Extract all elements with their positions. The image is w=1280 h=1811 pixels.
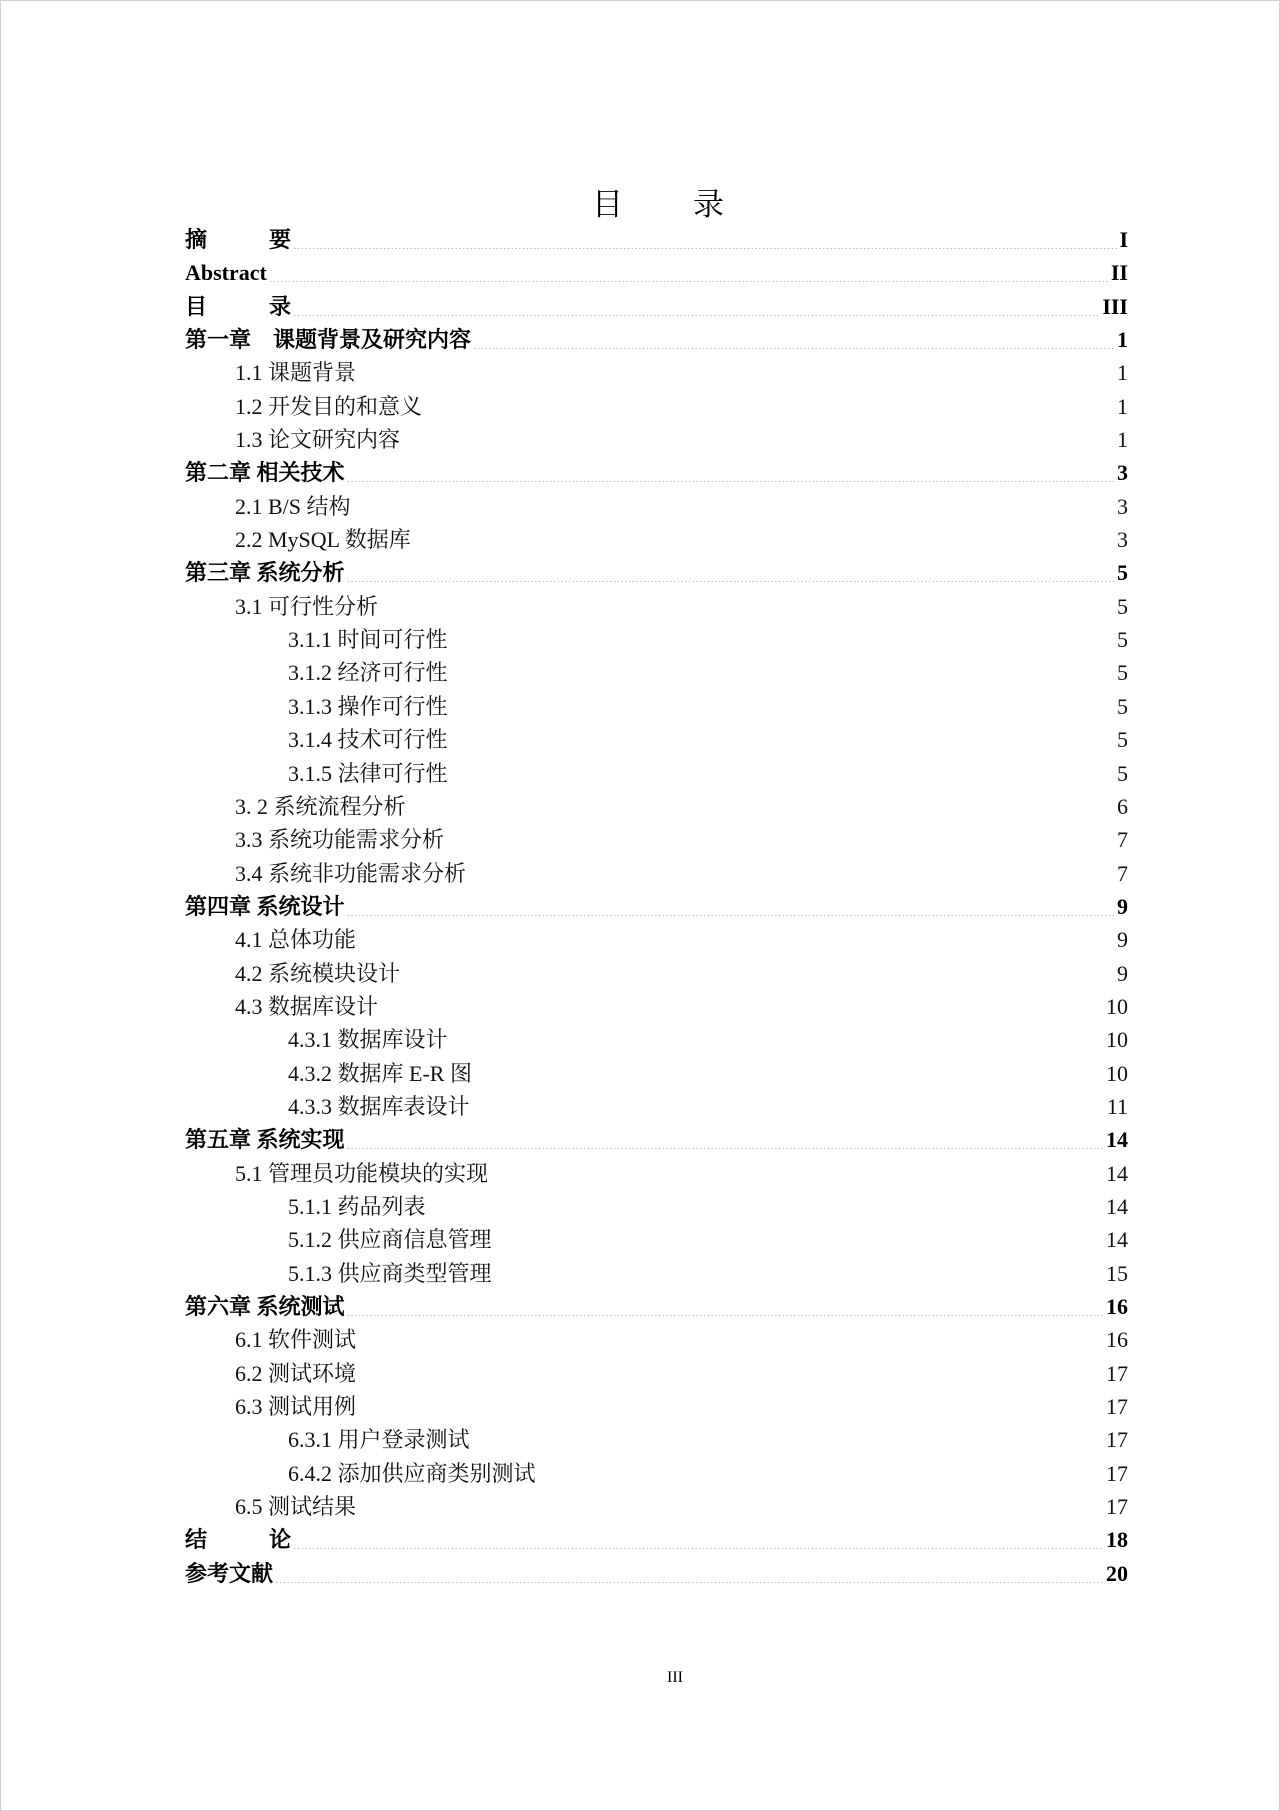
dot-leader (358, 1494, 1104, 1516)
toc-entry-page-number: 7 (1117, 827, 1128, 853)
toc-entry-label: 第六章 系统测试 (185, 1294, 345, 1319)
toc-entry[interactable] (185, 1490, 1128, 1523)
toc-entry-page-number: 10 (1106, 1060, 1128, 1086)
toc-entry-label: 第五章 系统实现 (185, 1127, 345, 1153)
dot-leader (275, 1561, 1104, 1583)
toc-entry[interactable] (185, 1023, 1128, 1056)
dot-leader (494, 1227, 1104, 1249)
dot-leader (473, 327, 1115, 349)
dot-leader (450, 727, 1115, 749)
toc-entry-page-number: 3 (1117, 527, 1128, 553)
dot-leader (446, 827, 1115, 849)
dot-leader (358, 1394, 1104, 1416)
toc-entry-label: 4.1 总体功能 (235, 927, 357, 953)
toc-entry[interactable] (185, 1523, 1128, 1556)
dot-leader (402, 961, 1115, 983)
toc-entry-label: 第四章 系统设计 (185, 893, 345, 919)
toc-entry[interactable] (185, 456, 1128, 489)
toc-entry[interactable] (185, 1457, 1128, 1490)
toc-entry-page-number: 15 (1106, 1260, 1128, 1286)
dot-leader (413, 527, 1115, 549)
toc-entry[interactable] (185, 757, 1128, 790)
toc-entry-page-number: 1 (1117, 393, 1128, 419)
dot-leader (494, 1261, 1104, 1283)
dot-leader (347, 560, 1115, 582)
toc-entry-page-number: II (1110, 260, 1128, 286)
toc-entry[interactable] (185, 1223, 1128, 1256)
toc-entry-page-number: 16 (1106, 1327, 1128, 1353)
toc-title-char-2: 录 (693, 187, 724, 223)
dot-leader (358, 360, 1115, 382)
toc-entry-label: 6.4.2 添加供应商类别测试 (288, 1460, 536, 1486)
dot-leader (424, 394, 1115, 416)
toc-entry-label: 3.1 可行性分析 (235, 593, 379, 619)
dot-leader (450, 1027, 1104, 1049)
toc-entry-page-number: 10 (1106, 1027, 1128, 1053)
dot-leader (380, 594, 1115, 616)
toc-entry-label: 第三章 系统分析 (185, 560, 345, 586)
dot-leader (450, 627, 1115, 649)
toc-entry-page-number: I (1119, 227, 1128, 252)
table-of-contents (185, 223, 1128, 1590)
toc-entry[interactable] (185, 256, 1128, 289)
dot-leader (490, 1161, 1104, 1183)
dot-leader (347, 894, 1115, 916)
toc-entry[interactable] (185, 1390, 1128, 1423)
toc-entry-label-part: 目 (185, 293, 208, 319)
toc-entry-page-number: 5 (1117, 727, 1128, 753)
toc-entry-label: 3.1.1 时间可行性 (288, 627, 448, 653)
toc-entry-label: 5.1.3 供应商类型管理 (288, 1260, 492, 1286)
toc-entry[interactable] (185, 890, 1128, 923)
toc-entry-page-number: 5 (1117, 593, 1128, 619)
toc-entry-label: 1.3 论文研究内容 (235, 427, 401, 453)
dot-leader (538, 1461, 1104, 1483)
toc-entry-label: 3.4 系统非功能需求分析 (235, 860, 467, 886)
toc-entry[interactable] (185, 290, 1128, 323)
toc-entry-label: 6.2 测试环境 (235, 1360, 357, 1386)
toc-entry[interactable] (185, 823, 1128, 856)
toc-entry[interactable] (185, 656, 1128, 689)
dot-leader (347, 460, 1115, 482)
toc-entry[interactable] (185, 857, 1128, 890)
toc-entry-label: 第二章 相关技术 (185, 460, 345, 486)
toc-entry-label-part: 录 (269, 293, 292, 319)
toc-entry-label: 4.3.1 数据库设计 (288, 1027, 448, 1053)
toc-entry-page-number: 5 (1117, 660, 1128, 686)
toc-entry-page-number: 1 (1117, 360, 1128, 386)
toc-entry[interactable] (185, 957, 1128, 990)
toc-entry-page-number: III (1102, 293, 1128, 319)
toc-entry[interactable] (185, 1423, 1128, 1456)
toc-entry-label: 3.1.3 操作可行性 (288, 693, 448, 719)
toc-entry-page-number: 17 (1106, 1360, 1128, 1386)
toc-entry-page-number: 5 (1117, 627, 1128, 653)
dot-leader (450, 660, 1115, 682)
toc-entry[interactable] (185, 1123, 1128, 1156)
toc-entry[interactable] (185, 1190, 1128, 1223)
toc-entry-page-number: 5 (1117, 560, 1128, 586)
toc-entry-page-number: 14 (1106, 1227, 1128, 1253)
toc-entry[interactable] (185, 490, 1128, 523)
dot-leader (293, 227, 1117, 249)
toc-entry-page-number: 9 (1117, 927, 1128, 953)
toc-entry-label: 4.3.3 数据库表设计 (288, 1093, 470, 1119)
toc-entry[interactable] (185, 623, 1128, 656)
toc-entry-label: 第一章 课题背景及研究内容 (185, 327, 472, 353)
toc-entry[interactable] (185, 556, 1128, 589)
toc-entry[interactable] (185, 1257, 1128, 1290)
toc-entry-label: 1.2 开发目的和意义 (235, 393, 423, 419)
toc-entry-page-number: 16 (1106, 1294, 1128, 1319)
dot-leader (269, 260, 1109, 282)
toc-entry-page-number: 17 (1106, 1494, 1128, 1520)
dot-leader (468, 861, 1115, 883)
toc-entry[interactable] (185, 423, 1128, 456)
toc-entry-page-number: 14 (1106, 1127, 1128, 1153)
toc-entry[interactable] (185, 223, 1128, 256)
toc-entry-label-part: 论 (269, 1527, 292, 1553)
toc-entry-label: 3.1.4 技术可行性 (288, 727, 448, 753)
toc-entry[interactable] (185, 990, 1128, 1023)
toc-entry[interactable] (185, 356, 1128, 389)
toc-entry-page-number: 7 (1117, 860, 1128, 886)
toc-entry[interactable] (185, 690, 1128, 723)
dot-leader (358, 1327, 1104, 1349)
toc-entry-page-number: 6 (1117, 793, 1128, 819)
toc-entry[interactable] (185, 1323, 1128, 1356)
toc-entry-label: 5.1 管理员功能模块的实现 (235, 1160, 489, 1186)
toc-entry-label (185, 290, 291, 323)
toc-entry[interactable] (185, 923, 1128, 956)
toc-entry-label (185, 1523, 291, 1556)
toc-entry-page-number: 17 (1106, 1394, 1128, 1420)
toc-entry-label-part: 摘 (185, 227, 208, 252)
dot-leader (450, 761, 1115, 783)
toc-entry[interactable] (185, 1557, 1128, 1590)
toc-entry-label: 2.1 B/S 结构 (235, 493, 351, 519)
toc-entry[interactable] (185, 723, 1128, 756)
toc-entry[interactable] (185, 1090, 1128, 1123)
toc-entry-label: 6.5 测试结果 (235, 1494, 357, 1520)
toc-entry-page-number: 10 (1106, 993, 1128, 1019)
toc-entry-page-number: 9 (1117, 960, 1128, 986)
toc-entry-page-number: 17 (1106, 1460, 1128, 1486)
toc-entry-label: 6.3.1 用户登录测试 (288, 1427, 470, 1453)
toc-entry-label: 1.1 课题背景 (235, 360, 357, 386)
toc-title-char-1: 目 (592, 187, 623, 223)
toc-entry-page-number: 1 (1117, 427, 1128, 453)
toc-entry-label-part: 要 (269, 227, 292, 252)
dot-leader (474, 1061, 1104, 1083)
toc-entry-label: 参考文献 (185, 1560, 274, 1586)
dot-leader (353, 494, 1115, 516)
dot-leader (408, 794, 1115, 816)
toc-entry-page-number: 18 (1106, 1527, 1128, 1553)
toc-entry-label: 3. 2 系统流程分析 (235, 793, 406, 819)
toc-entry-label: 3.3 系统功能需求分析 (235, 827, 445, 853)
toc-entry[interactable] (185, 1057, 1128, 1090)
dot-leader (380, 994, 1104, 1016)
toc-entry[interactable] (185, 790, 1128, 823)
toc-entry[interactable] (185, 323, 1128, 356)
toc-entry-label: Abstract (185, 260, 267, 286)
toc-entry-page-number: 20 (1106, 1560, 1128, 1586)
toc-entry-label: 4.3 数据库设计 (235, 993, 379, 1019)
toc-entry[interactable] (185, 1357, 1128, 1390)
toc-entry-page-number: 14 (1106, 1193, 1128, 1219)
dot-leader (402, 427, 1115, 449)
toc-entry-label: 5.1.2 供应商信息管理 (288, 1227, 492, 1253)
toc-entry[interactable] (185, 523, 1128, 556)
page-number-footer: III (667, 1669, 683, 1686)
dot-leader (450, 694, 1115, 716)
toc-entry-label: 5.1.1 药品列表 (288, 1193, 426, 1219)
dot-leader (347, 1294, 1104, 1316)
toc-entry-page-number: 14 (1106, 1160, 1128, 1186)
toc-entry[interactable] (185, 1157, 1128, 1190)
toc-entry-page-number: 3 (1117, 460, 1128, 486)
toc-entry-label: 3.1.5 法律可行性 (288, 760, 448, 786)
toc-entry-label (185, 223, 291, 256)
toc-entry[interactable] (185, 390, 1128, 423)
toc-entry-label: 6.1 软件测试 (235, 1327, 357, 1353)
toc-entry-label: 3.1.2 经济可行性 (288, 660, 448, 686)
toc-entry-label: 4.2 系统模块设计 (235, 960, 401, 986)
toc-entry-page-number: 17 (1106, 1427, 1128, 1453)
toc-entry-label: 2.2 MySQL 数据库 (235, 527, 411, 553)
toc-entry-page-number: 5 (1117, 760, 1128, 786)
dot-leader (358, 1361, 1104, 1383)
toc-entry-label: 6.3 测试用例 (235, 1394, 357, 1420)
toc-entry-label-part: 结 (185, 1527, 208, 1553)
toc-entry-label: 4.3.2 数据库 E-R 图 (288, 1060, 472, 1086)
toc-entry-page-number: 11 (1106, 1093, 1128, 1119)
toc-entry-page-number: 1 (1117, 327, 1128, 353)
dot-leader (358, 927, 1115, 949)
toc-entry-page-number: 5 (1117, 693, 1128, 719)
toc-title (1, 179, 1280, 224)
toc-entry[interactable] (185, 1290, 1128, 1323)
dot-leader (293, 1527, 1104, 1549)
toc-entry-page-number: 9 (1117, 893, 1128, 919)
dot-leader (347, 1127, 1104, 1149)
dot-leader (472, 1094, 1105, 1116)
toc-entry[interactable] (185, 590, 1128, 623)
dot-leader (293, 294, 1100, 316)
dot-leader (472, 1427, 1104, 1449)
dot-leader (428, 1194, 1104, 1216)
toc-entry-page-number: 3 (1117, 493, 1128, 519)
